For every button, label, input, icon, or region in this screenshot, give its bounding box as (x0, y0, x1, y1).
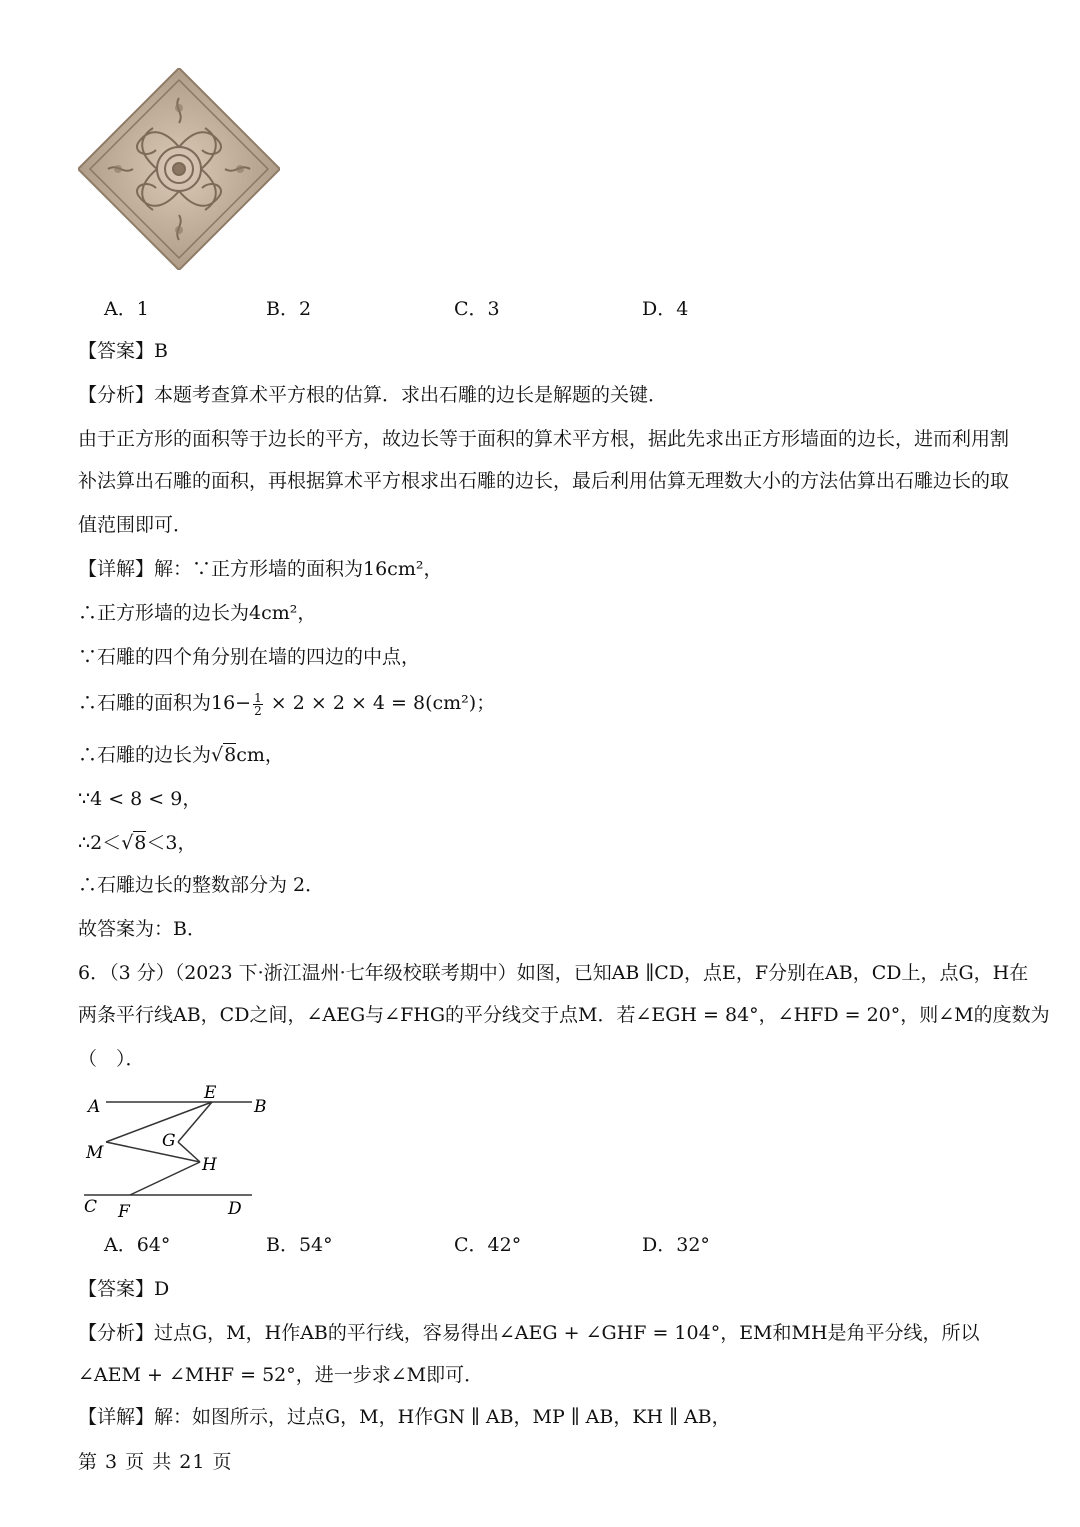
fraction-numerator: 1 (254, 690, 262, 705)
label-c: C (84, 1197, 98, 1217)
q5-detail-line-7-suffix: ＜3， (146, 832, 197, 854)
q6-option-d: D．32° (642, 1234, 710, 1256)
sqrt-8: √8 (121, 832, 147, 854)
fraction-one-half (253, 692, 263, 717)
q6-analysis-line-1: 【分析】过点G，M，H作AB的平行线，容易得出∠AEG + ∠GHF = 104°，EM和MH是角平分线，所以 (78, 1322, 980, 1344)
q6-option-a: A．64° (104, 1234, 171, 1256)
label-b: B (254, 1097, 267, 1117)
q5-option-c: C．3 (454, 298, 500, 320)
segment-hf (130, 1162, 200, 1195)
q6-stem-line-1: 6．（3 分）（2023 下·浙江温州·七年级校联考期中）如图，已知AB ∥CD，点E，F分别在AB，CD上，点G，H在 (78, 962, 1029, 984)
page-footer: 第 3 页 共 21 页 (78, 1451, 233, 1473)
q5-detail-line-9: 故答案为：B． (78, 918, 206, 940)
q5-detail-line-5-suffix: cm， (236, 744, 284, 766)
q5-detail-line-2: ∴正方形墙的边长为4cm²， (78, 602, 317, 624)
q5-detail-line-7-prefix: ∴2＜ (78, 832, 122, 854)
q5-answer: 【答案】B (78, 340, 168, 362)
q5-detail-line-7 (78, 830, 196, 856)
q5-detail-line-4-suffix: × 2 × 2 × 4 = 8(cm²)； (264, 692, 496, 714)
label-g: G (162, 1131, 176, 1151)
q6-answer: 【答案】D (78, 1278, 170, 1300)
q5-detail-line-8: ∴石雕边长的整数部分为 2． (78, 874, 325, 896)
q5-option-b: B．2 (266, 298, 312, 320)
radicand: 8 (224, 744, 237, 766)
q6-stem-line-2: 两条平行线AB，CD之间，∠AEG与∠FHG的平分线交于点M．若∠EGH = 84°，∠HFD = 20°，则∠M的度数为 (78, 1004, 1050, 1026)
q6-detail-line-1: 【详解】解：如图所示，过点G，M，H作GN ∥ AB，MP ∥ AB，KH ∥ AB， (78, 1406, 731, 1428)
label-h: H (202, 1155, 217, 1175)
segment-mh (106, 1142, 200, 1162)
q5-analysis-line-3: 值范围即可． (78, 514, 193, 536)
q6-option-c: C．42° (454, 1234, 522, 1256)
q5-option-d: D．4 (642, 298, 689, 320)
q6-analysis-line-2: ∠AEM + ∠MHF = 52°，进一步求∠M即可． (78, 1364, 484, 1386)
q5-option-a: A．1 (104, 298, 149, 320)
q6-geometry-figure (78, 1080, 288, 1222)
q5-detail-line-5 (78, 742, 284, 768)
q5-detail-line-5-prefix: ∴石雕的边长为 (78, 744, 212, 766)
radicand: 8 (134, 832, 147, 854)
label-d: D (228, 1199, 242, 1219)
label-f: F (118, 1202, 130, 1222)
segment-me (106, 1102, 212, 1142)
q5-analysis-title: 【分析】本题考查算术平方根的估算．求出石雕的边长是解题的关键． (78, 384, 668, 406)
stone-carving-image (78, 68, 280, 270)
sqrt-8: √8 (211, 744, 237, 766)
q5-detail-line-4 (78, 690, 495, 717)
q5-detail-line-3: ∵石雕的四个角分别在墙的四边的中点， (78, 646, 421, 668)
label-a: A (88, 1097, 101, 1117)
q5-detail-line-4-prefix: ∴石雕的面积为16− (78, 692, 252, 714)
q6-option-b: B．54° (266, 1234, 333, 1256)
q6-stem-line-3: （ ）． (78, 1048, 145, 1070)
fraction-denominator: 2 (254, 703, 262, 718)
label-e: E (204, 1083, 217, 1103)
q5-detail-line-1: 【详解】解：∵正方形墙的面积为16cm²， (78, 558, 443, 580)
q5-analysis-line-2: 补法算出石雕的面积，再根据算术平方根求出石雕的边长，最后利用估算无理数大小的方法估算出石雕边长的取 (78, 470, 1010, 492)
q5-analysis-line-1: 由于正方形的面积等于边长的平方，故边长等于面积的算术平方根，据此先求出正方形墙面的边长，进而利用割 (78, 428, 1010, 450)
q5-detail-line-6: ∵4 < 8 < 9， (78, 788, 202, 810)
label-m: M (86, 1143, 104, 1163)
